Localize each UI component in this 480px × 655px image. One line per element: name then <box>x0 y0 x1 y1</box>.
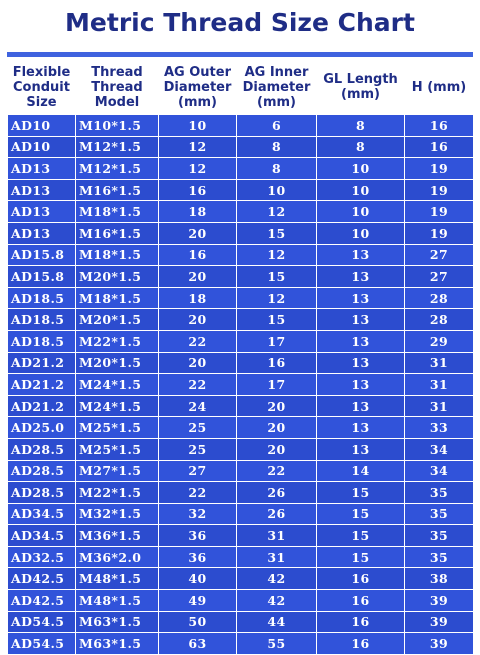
cell-h: 19 <box>405 158 474 180</box>
header-row <box>8 60 474 115</box>
cell-h: 33 <box>405 417 474 439</box>
cell-h: 31 <box>405 374 474 396</box>
cell-thread-model: M63*1.5 <box>76 633 159 655</box>
cell-ag-outer: 12 <box>159 136 237 158</box>
header-line: AG Outer <box>163 64 231 80</box>
header-line: Thread <box>91 79 143 95</box>
cell-thread-model: M27*1.5 <box>76 460 159 482</box>
cell-thread-model: M63*1.5 <box>76 611 159 633</box>
table-row <box>8 352 474 374</box>
cell-ag-outer: 20 <box>159 309 237 331</box>
header-line: H (mm) <box>411 79 467 95</box>
cell-ag-outer: 22 <box>159 374 237 396</box>
cell-gl-length: 13 <box>317 417 405 439</box>
table-row <box>8 395 474 417</box>
table-row <box>8 460 474 482</box>
header-line: AG Inner <box>244 64 309 80</box>
cell-thread-model: M48*1.5 <box>76 590 159 612</box>
header-ag-inner-diameter <box>237 60 317 115</box>
header-gl-length <box>317 60 405 115</box>
cell-conduit-size: AD32.5 <box>8 546 76 568</box>
cell-h: 34 <box>405 460 474 482</box>
cell-gl-length: 13 <box>317 287 405 309</box>
cell-conduit-size: AD13 <box>8 201 76 223</box>
cell-ag-inner: 12 <box>237 244 317 266</box>
table-row <box>8 546 474 568</box>
cell-thread-model: M16*1.5 <box>76 179 159 201</box>
cell-conduit-size: AD13 <box>8 222 76 244</box>
cell-thread-model: M20*1.5 <box>76 352 159 374</box>
cell-ag-inner: 26 <box>237 503 317 525</box>
cell-ag-outer: 20 <box>159 222 237 244</box>
table-row <box>8 525 474 547</box>
cell-h: 35 <box>405 503 474 525</box>
cell-h: 28 <box>405 309 474 331</box>
cell-thread-model: M22*1.5 <box>76 482 159 504</box>
cell-gl-length: 10 <box>317 201 405 223</box>
cell-ag-inner: 31 <box>237 525 317 547</box>
table-row <box>8 115 474 137</box>
cell-ag-inner: 15 <box>237 309 317 331</box>
cell-conduit-size: AD42.5 <box>8 590 76 612</box>
cell-thread-model: M18*1.5 <box>76 287 159 309</box>
cell-ag-outer: 22 <box>159 482 237 504</box>
cell-gl-length: 13 <box>317 374 405 396</box>
cell-thread-model: M48*1.5 <box>76 568 159 590</box>
cell-ag-inner: 17 <box>237 330 317 352</box>
cell-thread-model: M25*1.5 <box>76 417 159 439</box>
cell-h: 19 <box>405 222 474 244</box>
cell-gl-length: 8 <box>317 115 405 137</box>
cell-ag-outer: 49 <box>159 590 237 612</box>
cell-conduit-size: AD25.0 <box>8 417 76 439</box>
cell-h: 39 <box>405 590 474 612</box>
cell-ag-inner: 15 <box>237 266 317 288</box>
table-row <box>8 633 474 655</box>
cell-gl-length: 16 <box>317 568 405 590</box>
table-body <box>8 115 474 655</box>
table-row <box>8 309 474 331</box>
cell-ag-outer: 27 <box>159 460 237 482</box>
cell-gl-length: 13 <box>317 244 405 266</box>
table-row <box>8 158 474 180</box>
header-thread-model <box>76 60 159 115</box>
cell-gl-length: 13 <box>317 309 405 331</box>
cell-h: 19 <box>405 201 474 223</box>
cell-conduit-size: AD21.2 <box>8 395 76 417</box>
cell-ag-inner: 26 <box>237 482 317 504</box>
cell-ag-inner: 20 <box>237 417 317 439</box>
cell-thread-model: M36*1.5 <box>76 525 159 547</box>
cell-thread-model: M24*1.5 <box>76 395 159 417</box>
cell-gl-length: 15 <box>317 482 405 504</box>
cell-conduit-size: AD13 <box>8 179 76 201</box>
cell-ag-outer: 20 <box>159 352 237 374</box>
header-line: Flexible <box>12 64 71 80</box>
cell-ag-inner: 8 <box>237 136 317 158</box>
header-line: Model <box>94 94 140 110</box>
cell-conduit-size: AD18.5 <box>8 287 76 309</box>
cell-conduit-size: AD13 <box>8 158 76 180</box>
table-header <box>8 60 474 115</box>
table-row <box>8 611 474 633</box>
header-line: Diameter <box>242 79 311 95</box>
cell-thread-model: M10*1.5 <box>76 115 159 137</box>
cell-ag-outer: 36 <box>159 525 237 547</box>
title-divider <box>7 52 473 57</box>
cell-gl-length: 13 <box>317 330 405 352</box>
cell-gl-length: 16 <box>317 590 405 612</box>
cell-conduit-size: AD15.8 <box>8 244 76 266</box>
cell-h: 29 <box>405 330 474 352</box>
cell-thread-model: M18*1.5 <box>76 244 159 266</box>
cell-ag-inner: 16 <box>237 352 317 374</box>
cell-ag-outer: 22 <box>159 330 237 352</box>
cell-ag-inner: 42 <box>237 568 317 590</box>
cell-h: 31 <box>405 395 474 417</box>
cell-gl-length: 14 <box>317 460 405 482</box>
header-line: (mm) <box>257 94 296 110</box>
cell-gl-length: 15 <box>317 525 405 547</box>
cell-conduit-size: AD10 <box>8 136 76 158</box>
cell-thread-model: M16*1.5 <box>76 222 159 244</box>
cell-gl-length: 13 <box>317 438 405 460</box>
cell-ag-outer: 18 <box>159 287 237 309</box>
cell-gl-length: 13 <box>317 395 405 417</box>
table-row <box>8 201 474 223</box>
cell-ag-inner: 44 <box>237 611 317 633</box>
cell-gl-length: 15 <box>317 503 405 525</box>
cell-conduit-size: AD34.5 <box>8 503 76 525</box>
cell-ag-inner: 12 <box>237 287 317 309</box>
cell-ag-inner: 55 <box>237 633 317 655</box>
cell-gl-length: 10 <box>317 158 405 180</box>
cell-ag-inner: 20 <box>237 395 317 417</box>
cell-conduit-size: AD28.5 <box>8 460 76 482</box>
table-row <box>8 374 474 396</box>
header-line: (mm) <box>341 87 380 102</box>
cell-gl-length: 15 <box>317 546 405 568</box>
cell-h: 39 <box>405 611 474 633</box>
cell-thread-model: M12*1.5 <box>76 158 159 180</box>
cell-gl-length: 10 <box>317 179 405 201</box>
cell-ag-outer: 16 <box>159 179 237 201</box>
cell-ag-inner: 17 <box>237 374 317 396</box>
cell-thread-model: M12*1.5 <box>76 136 159 158</box>
cell-h: 28 <box>405 287 474 309</box>
cell-thread-model: M24*1.5 <box>76 374 159 396</box>
table-row <box>8 330 474 352</box>
cell-ag-outer: 36 <box>159 546 237 568</box>
table-row <box>8 438 474 460</box>
cell-ag-inner: 12 <box>237 201 317 223</box>
cell-h: 31 <box>405 352 474 374</box>
cell-ag-inner: 15 <box>237 222 317 244</box>
cell-ag-outer: 12 <box>159 158 237 180</box>
cell-gl-length: 16 <box>317 633 405 655</box>
cell-conduit-size: AD34.5 <box>8 525 76 547</box>
cell-ag-inner: 8 <box>237 158 317 180</box>
cell-ag-outer: 18 <box>159 201 237 223</box>
cell-thread-model: M25*1.5 <box>76 438 159 460</box>
cell-conduit-size: AD28.5 <box>8 438 76 460</box>
cell-h: 34 <box>405 438 474 460</box>
table-row <box>8 287 474 309</box>
cell-conduit-size: AD15.8 <box>8 266 76 288</box>
cell-gl-length: 10 <box>317 222 405 244</box>
cell-ag-inner: 20 <box>237 438 317 460</box>
header-h <box>405 60 474 115</box>
header-line: Diameter <box>163 79 232 95</box>
cell-ag-outer: 50 <box>159 611 237 633</box>
header-line: (mm) <box>178 94 217 110</box>
header-line: Thread <box>91 64 143 80</box>
table-row <box>8 503 474 525</box>
header-line: GL Length <box>323 72 398 87</box>
cell-conduit-size: AD28.5 <box>8 482 76 504</box>
cell-h: 38 <box>405 568 474 590</box>
table-row <box>8 244 474 266</box>
table-row <box>8 136 474 158</box>
cell-ag-outer: 24 <box>159 395 237 417</box>
cell-ag-inner: 22 <box>237 460 317 482</box>
table-row <box>8 590 474 612</box>
cell-thread-model: M20*1.5 <box>76 309 159 331</box>
page-title: Metric Thread Size Chart <box>65 8 415 37</box>
table-row <box>8 179 474 201</box>
cell-ag-outer: 10 <box>159 115 237 137</box>
thread-size-table <box>7 60 474 655</box>
header-conduit-size <box>8 60 76 115</box>
cell-conduit-size: AD21.2 <box>8 352 76 374</box>
cell-h: 16 <box>405 136 474 158</box>
cell-gl-length: 8 <box>317 136 405 158</box>
cell-ag-outer: 20 <box>159 266 237 288</box>
cell-h: 39 <box>405 633 474 655</box>
cell-gl-length: 13 <box>317 266 405 288</box>
header-ag-outer-diameter <box>159 60 237 115</box>
cell-thread-model: M20*1.5 <box>76 266 159 288</box>
cell-ag-outer: 32 <box>159 503 237 525</box>
cell-thread-model: M36*2.0 <box>76 546 159 568</box>
cell-thread-model: M18*1.5 <box>76 201 159 223</box>
cell-h: 16 <box>405 115 474 137</box>
cell-ag-inner: 31 <box>237 546 317 568</box>
cell-h: 35 <box>405 546 474 568</box>
cell-conduit-size: AD10 <box>8 115 76 137</box>
cell-h: 27 <box>405 266 474 288</box>
table-row <box>8 266 474 288</box>
cell-ag-outer: 40 <box>159 568 237 590</box>
header-line: Size <box>26 94 57 110</box>
cell-conduit-size: AD54.5 <box>8 611 76 633</box>
cell-ag-outer: 25 <box>159 417 237 439</box>
cell-gl-length: 16 <box>317 611 405 633</box>
cell-conduit-size: AD18.5 <box>8 309 76 331</box>
table-row <box>8 417 474 439</box>
cell-ag-inner: 10 <box>237 179 317 201</box>
cell-ag-outer: 63 <box>159 633 237 655</box>
header-line: Conduit <box>13 79 70 95</box>
cell-ag-inner: 42 <box>237 590 317 612</box>
cell-h: 35 <box>405 525 474 547</box>
cell-h: 35 <box>405 482 474 504</box>
table-row <box>8 568 474 590</box>
cell-conduit-size: AD42.5 <box>8 568 76 590</box>
cell-ag-outer: 16 <box>159 244 237 266</box>
cell-ag-outer: 25 <box>159 438 237 460</box>
cell-thread-model: M32*1.5 <box>76 503 159 525</box>
cell-ag-inner: 6 <box>237 115 317 137</box>
table-row <box>8 222 474 244</box>
cell-h: 27 <box>405 244 474 266</box>
cell-conduit-size: AD54.5 <box>8 633 76 655</box>
cell-conduit-size: AD18.5 <box>8 330 76 352</box>
cell-h: 19 <box>405 179 474 201</box>
cell-thread-model: M22*1.5 <box>76 330 159 352</box>
cell-conduit-size: AD21.2 <box>8 374 76 396</box>
cell-gl-length: 13 <box>317 352 405 374</box>
table-row <box>8 482 474 504</box>
